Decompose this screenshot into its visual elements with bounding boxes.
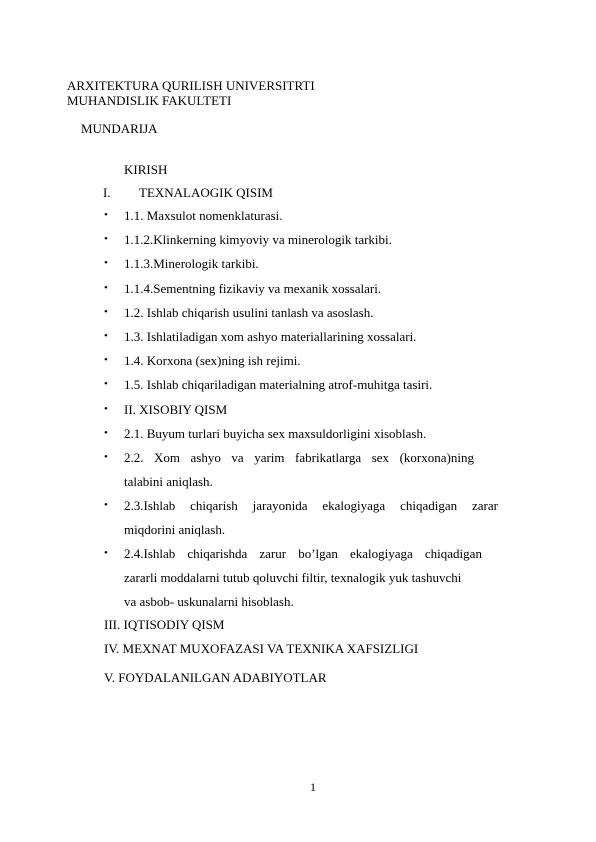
word: 2.3.Ishlab <box>124 498 176 513</box>
toc-item: 1.1.4.Sementning fizikaviy va mexanik xossalari. <box>124 281 382 296</box>
toc-item: II. XISOBIY QISM <box>124 402 228 417</box>
toc-item: 1.2. Ishlab chiqarish usulini tanlash va asoslash. <box>124 305 374 320</box>
faculty-name: MUHANDISLIK FAKULTETI <box>67 93 232 108</box>
word: 2.2. <box>124 450 144 465</box>
page-number: 1 <box>310 780 316 794</box>
bullet-icon: • <box>104 499 108 511</box>
toc-item: 1.5. Ishlab chiqariladigan materialning atrof-muhitga tasiri. <box>124 377 433 392</box>
toc-item-2-4-continuation: va asbob- uskunalarni hisoblash. <box>124 594 294 609</box>
toc-item-2-3 <box>124 498 498 513</box>
toc-section1-numeral: I. <box>103 185 111 200</box>
bullet-icon: • <box>104 306 108 318</box>
toc-section4: IV. MEXNAT MUXOFAZASI VA TEXNIKA XAFSIZLIGI <box>104 641 419 656</box>
word: ekalogiyaga <box>350 546 413 561</box>
toc-item: 1.1.2.Klinkerning kimyoviy va minerologik tarkibi. <box>124 232 392 247</box>
bullet-icon: • <box>104 451 108 463</box>
bullet-icon: • <box>104 282 108 294</box>
bullet-icon: • <box>104 547 108 559</box>
word: va <box>231 450 244 465</box>
toc-section1-title: TEXNALAOGIK QISIM <box>139 185 273 200</box>
toc-item: 1.4. Korxona (sex)ning ish rejimi. <box>124 353 301 368</box>
toc-section3: III. IQTISODIY QISM <box>104 617 225 632</box>
word: jarayonida <box>252 498 308 513</box>
bullet-icon: • <box>104 330 108 342</box>
word: fabrikatlarga <box>295 450 362 465</box>
toc-item-2-4-continuation: zararli moddalarni tutub qoluvchi filtir, texnalogik yuk tashuvchi <box>124 570 462 585</box>
word: 2.4.Ishlab <box>124 546 176 561</box>
bullet-icon: • <box>104 257 108 269</box>
word: zarar <box>471 498 498 513</box>
word: sex <box>371 450 390 465</box>
word: chiqadigan <box>424 546 482 561</box>
university-name: ARXITEKTURA QURILISH UNIVERSITRTI <box>67 78 315 93</box>
word: (korxona)ning <box>399 450 474 465</box>
bullet-icon: • <box>104 427 108 439</box>
word: Xom <box>154 450 181 465</box>
word: chiqarishda <box>187 546 248 561</box>
bullet-icon: • <box>104 209 108 221</box>
bullet-icon: • <box>104 378 108 390</box>
word: yarim <box>254 450 285 465</box>
toc-item-2-2-continuation: talabini aniqlash. <box>124 474 213 489</box>
toc-item: 1.1.3.Minerologik tarkibi. <box>124 256 259 271</box>
word: zarur <box>259 546 287 561</box>
bullet-icon: • <box>104 354 108 366</box>
contents-title: MUNDARIJA <box>81 121 158 136</box>
bullet-icon: • <box>104 403 108 415</box>
toc-item-2-4 <box>124 546 482 561</box>
word: bo’lgan <box>298 546 338 561</box>
toc-item: 1.1. Maxsulot nomenklaturasi. <box>124 208 283 223</box>
bullet-icon: • <box>104 233 108 245</box>
toc-item: 2.1. Buyum turlari buyicha sex maxsuldorligini xisoblash. <box>124 426 427 441</box>
toc-section5: V. FOYDALANILGAN ADABIYOTLAR <box>104 670 327 685</box>
word: chiqadigan <box>400 498 458 513</box>
toc-item: 1.3. Ishlatiladigan xom ashyo materiallarining xossalari. <box>124 329 417 344</box>
word: ashyo <box>190 450 221 465</box>
word: chiqarish <box>190 498 238 513</box>
toc-item-2-2 <box>124 450 474 465</box>
word: ekalogiyaga <box>322 498 386 513</box>
toc-item-2-3-continuation: miqdorini aniqlash. <box>124 522 226 537</box>
toc-intro: KIRISH <box>124 162 168 177</box>
